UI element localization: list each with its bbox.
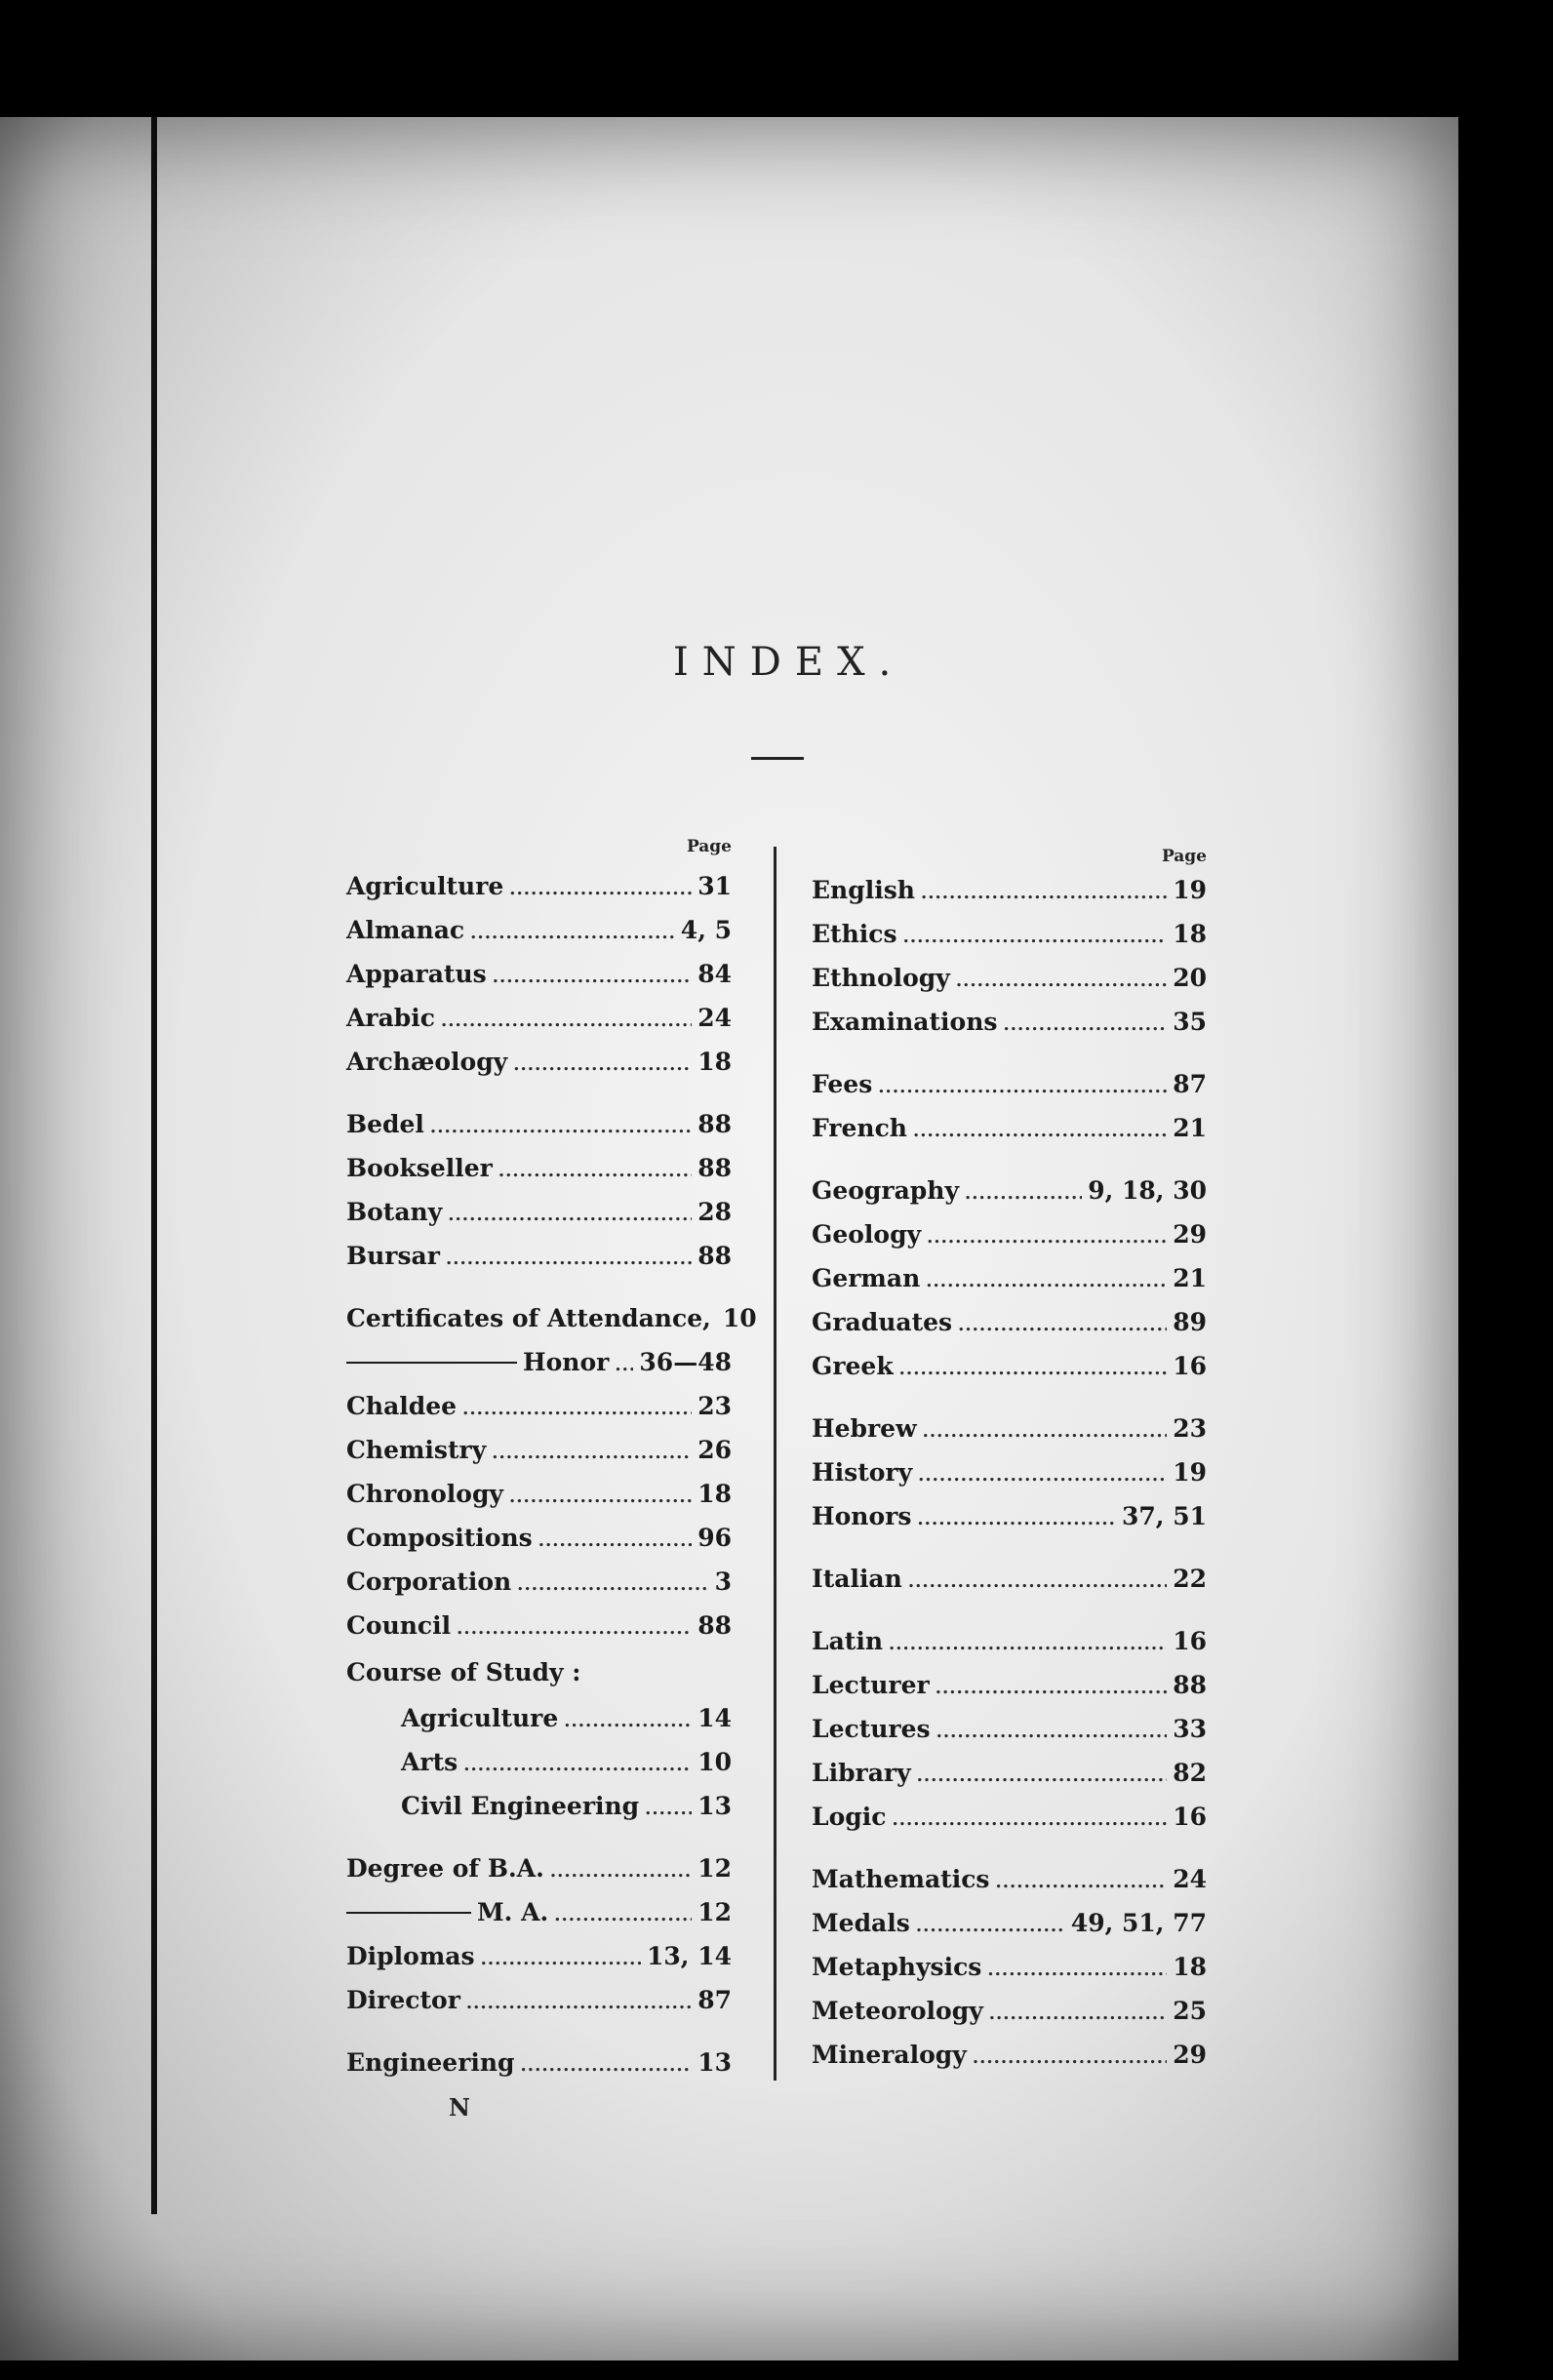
page-fold-line	[151, 117, 157, 2214]
index-entry: Greek ..... 16	[812, 1352, 1207, 1380]
index-entry: Bookseller ..... 88	[346, 1154, 732, 1182]
index-entry: Certificates of Attendance, 10	[346, 1304, 757, 1332]
index-entry: Bursar ..... 88	[346, 1242, 732, 1270]
index-entry: Botany ..... 28	[346, 1198, 732, 1226]
index-entry: Logic ..... 16	[812, 1803, 1207, 1831]
index-entry: Bedel ..... 88	[346, 1110, 732, 1138]
index-entry: Ethics ..... 18	[812, 920, 1207, 948]
index-entry: Ethnology ..... 20	[812, 964, 1207, 992]
index-entry: Honors ..... 37, 51	[812, 1502, 1207, 1530]
index-entry: Lectures ..... 33	[812, 1715, 1207, 1743]
book-page	[0, 117, 1458, 2360]
index-entry: History ..... 19	[812, 1458, 1207, 1487]
page-column-header: Page	[686, 837, 732, 856]
index-entry: Metaphysics ..... 18	[812, 1953, 1207, 1981]
index-entry: Council ..... 88	[346, 1611, 732, 1640]
index-entry: Medals ..... 49, 51, 77	[812, 1909, 1207, 1937]
index-entry: French ..... 21	[812, 1114, 1207, 1142]
index-entry: Mineralogy ..... 29	[812, 2041, 1207, 2069]
index-entry: German ..... 21	[812, 1264, 1207, 1292]
page-column-header: Page	[1161, 847, 1207, 866]
index-entry: Hebrew ..... 23	[812, 1414, 1207, 1443]
signature-mark: N	[449, 2093, 470, 2122]
page-title: INDEX.	[673, 640, 905, 685]
index-entry: Civil Engineering ..... 13	[346, 1792, 732, 1820]
index-entry: Arts ..... 10	[346, 1748, 732, 1776]
index-entry: Latin ..... 16	[812, 1627, 1207, 1655]
index-entry: Diplomas ..... 13, 14	[346, 1942, 732, 1970]
index-entry: Archæology ..... 18	[346, 1048, 732, 1076]
title-rule	[751, 757, 804, 760]
index-entry: M. A. ..... 12	[346, 1898, 732, 1926]
index-entry: Compositions ..... 96	[346, 1524, 732, 1552]
index-entry: Agriculture ..... 31	[346, 872, 732, 900]
index-entry: Chronology ..... 18	[346, 1480, 732, 1508]
index-right-column	[812, 847, 1207, 2069]
index-entry: Library ..... 82	[812, 1759, 1207, 1787]
index-entry: Chemistry ..... 26	[346, 1436, 732, 1464]
index-entry: Graduates ..... 89	[812, 1308, 1207, 1336]
index-entry: English ..... 19	[812, 876, 1207, 904]
index-entry: Arabic ..... 24	[346, 1004, 732, 1032]
index-entry: Engineering ..... 13	[346, 2048, 732, 2077]
index-entry: Corporation ..... 3	[346, 1567, 732, 1596]
index-entry: Director ..... 87	[346, 1986, 732, 2014]
index-entry: Chaldee ..... 23	[346, 1392, 732, 1420]
index-entry: Italian ..... 22	[812, 1565, 1207, 1593]
index-entry: Examinations ..... 35	[812, 1008, 1207, 1036]
index-entry: Honor ..... 36—48	[346, 1348, 732, 1376]
index-entry: Almanac ..... 4, 5	[346, 916, 732, 944]
index-entry: Agriculture ..... 14	[346, 1704, 732, 1732]
index-entry: Geology ..... 29	[812, 1220, 1207, 1249]
index-entry: Meteorology ..... 25	[812, 1997, 1207, 2025]
index-entry: Geography ..... 9, 18, 30	[812, 1176, 1207, 1205]
ditto-rule	[346, 1362, 517, 1364]
index-subheading: Course of Study :	[346, 1658, 581, 1686]
index-entry: Fees ..... 87	[812, 1070, 1207, 1098]
index-entry: Apparatus ..... 84	[346, 960, 732, 988]
column-divider	[774, 847, 776, 2081]
index-left-column	[346, 837, 757, 2077]
index-entry: Mathematics ..... 24	[812, 1865, 1207, 1893]
ditto-rule	[346, 1912, 471, 1914]
index-entry: Lecturer ..... 88	[812, 1671, 1207, 1699]
index-entry: Degree of B.A. ..... 12	[346, 1854, 732, 1883]
